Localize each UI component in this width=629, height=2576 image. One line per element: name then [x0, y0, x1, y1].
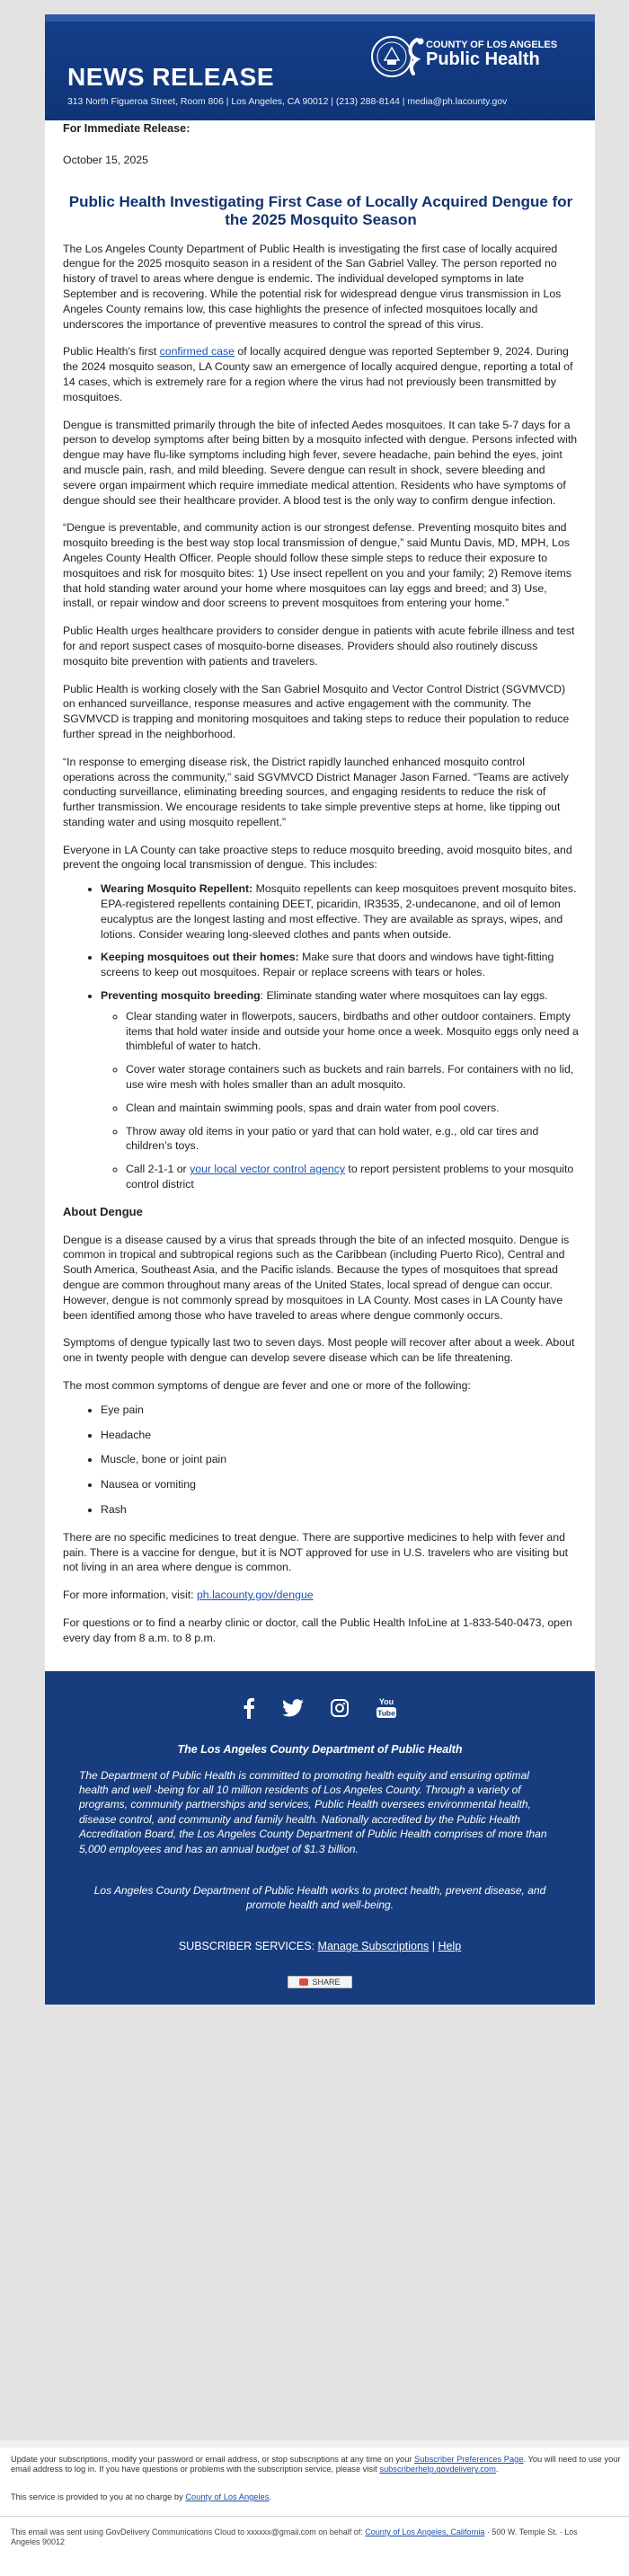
sub-item-end: to report persistent problems to your mosquito control district: [126, 1163, 574, 1191]
instagram-icon[interactable]: [331, 1699, 349, 1717]
bullet-text: : Eliminate standing water where mosquitoes can lay eggs.: [260, 989, 548, 1003]
subscriber-help-link[interactable]: subscriberhelp.govdelivery.com: [379, 2465, 496, 2474]
notice-text-start: Update your subscriptions, modify your password or email address, or stop subscriptions at any time on your: [11, 2455, 415, 2464]
twitter-icon[interactable]: [282, 1699, 304, 1717]
list-item: [101, 988, 579, 1192]
department-description: The Department of Public Health is committed to promoting health equity and ensuring optimal health and well -being for all 10 million residents of Los Angeles County. Through a variety of programs, community partnerships and services, Public Health oversees environmental health, disease control, and community and family health. Nationally accredited by the Public Health Accreditation Board, the Los Angeles County Department of Public Health comprises of more than 5,000 employees and has an annual budget of $1.3 billion.: [79, 1768, 547, 1855]
paragraph-6: Public Health is working closely with the San Gabriel Mosquito and Vector Control District (SGVMVCD) on enhanced surveillance, response measures and active engagement with the community. The SGVMVCD is trapping and monitoring mosquitoes and taking steps to reduce their population to reduce further spread in the neighborhood.: [63, 682, 570, 740]
sub-list-item: ◦ Clear standing water in flowerpots, saucers, birdbaths and other outdoor containers. Empty items that hold water inside and outside your home once a week. Mosquito eggs only need a thimbleful of water to hatch.: [126, 1009, 579, 1054]
service-text-start: This service is provided to you at no charge by: [11, 2492, 186, 2501]
paragraph-8: Everyone in LA County can take proactive steps to reduce mosquito breeding, avoid mosquito bites, and prevent the ongoing local transmission of dengue. This includes:: [63, 843, 572, 872]
department-title: The Los Angeles County Department of Public Health: [177, 1742, 463, 1756]
release-content: [45, 0, 595, 1671]
govdelivery-footer: [11, 2527, 604, 2547]
sub-list-item: ◦ Cover water storage containers such as buckets and rain barrels. For containers with no lid, use wire mesh with holes smaller than an adult mosquito.: [126, 1062, 579, 1093]
about-paragraph-4: There are no specific medicines to treat dengue. There are supportive medicines to help with fever and pain. There is a vaccine for dengue, but it is NOT approved for use in U.S. travelers who are visiting but not living in an area where dengue is common.: [63, 1530, 569, 1574]
notice-text-middle: . You will need to use your email address to log in. If you have questions or problems with the subscription service, please visit: [11, 2455, 621, 2474]
logo-public-health-text: Public Health: [426, 49, 540, 69]
email-footer: [45, 1671, 595, 2005]
paragraph-1: The Los Angeles County Department of Public Health is investigating the first case of locally acquired dengue for the 2025 mosquito season in a resident of the San Gabriel Valley. The person reported no history of travel to areas where dengue is endemic. The individual developed symptoms in late September and is recovering. While the potential risk for widespread dengue virus transmission in Los Angeles County remains low, this case highlights the presence of infected mosquitoes locally and underscores the importance of preventive measures to control the spread of this virus.: [63, 242, 562, 331]
symptom-item: • Headache: [101, 1428, 579, 1443]
about-paragraph-2: Symptoms of dengue typically last two to seven days. Most people will recover after about a week. About one in twenty people with dengue can develop severe disease which can be life threatening.: [63, 1336, 575, 1365]
help-link[interactable]: Help: [438, 1939, 462, 1952]
paragraph-7: “In response to emerging disease risk, the District rapidly launched enhanced mosquito control operations across the community,” said SGVMVCD District Manager Jason Farned. “Teams are actively conducting surveillance, eliminating breeding sources, and engaging residents to reduce the risk of further transmission. We encourage residents to take simple preventive steps at home, like tipping out standing water and using mosquito repellent.”: [63, 755, 569, 828]
banner-title: NEWS RELEASE: [67, 63, 275, 91]
sub-item-start: Call 2-1-1 or: [126, 1163, 190, 1176]
confirmed-case-link[interactable]: confirmed case: [159, 345, 235, 359]
about-dengue-heading: About Dengue: [63, 1204, 143, 1218]
headline: Public Health Investigating First Case of Locally Acquired Dengue for the 2025 Mosquito Season: [68, 192, 573, 228]
release-date: October 15, 2025: [63, 153, 149, 166]
vector-control-agency-link[interactable]: your local vector control agency: [190, 1163, 346, 1176]
symptom-item: • Nausea or vomiting: [101, 1477, 579, 1492]
subscription-notice: [0, 2440, 629, 2576]
symptom-list: [63, 1403, 579, 1518]
paragraph-3: Dengue is transmitted primarily through the bite of infected Aedes mosquitoes. It can take 5-7 days for a person to develop symptoms after being bitten by a mosquito infected with dengue. Persons infected with dengue may have flu-like symptoms including high fever, severe headache, pain behind the eyes, joint and muscle pain, rash, and mild bleeding. Severe dengue can result in shock, severe bleeding and severe organ impairment which require immediate medical attention. Residents who have symptoms of dengue should see their healthcare provider. A blood test is the only way to confirm dengue infection.: [63, 418, 578, 507]
banner-address: 313 North Figueroa Street, Room 806 | Los Angeles, CA 90012 | (213) 288-8144 | media@ph.lacounty.gov: [67, 97, 508, 107]
bullet-text: Make sure that doors and windows have tight-fitting screens to keep out mosquitoes. Repair or replace screens with tears or holes.: [101, 951, 554, 979]
symptom-item: • Rash: [101, 1502, 579, 1518]
share-icon: [299, 1978, 308, 1986]
service-text-end: .: [269, 2492, 271, 2501]
symptom-item: • Eye pain: [101, 1403, 579, 1418]
notice-text: [11, 2455, 622, 2475]
share-button[interactable]: [288, 1976, 351, 1988]
list-item: [101, 881, 579, 942]
subscriber-label: SUBSCRIBER SERVICES:: [178, 1939, 318, 1952]
more-info-line: [63, 1588, 579, 1603]
email-body: [45, 14, 595, 2005]
bullet-heading: Wearing Mosquito Repellent:: [101, 882, 253, 896]
social-links: [79, 1693, 561, 1723]
subscriber-services: [79, 1940, 561, 1952]
about-paragraph-1: Dengue is a disease caused by a virus that spreads through the bite of an infected mosquito. Dengue is common in tropical and subtropical regions such as the Caribbean (including Puerto Rico), Central and South America, Southeast Asia, and the Pacific islands. Because the types of mosquitoes that spread dengue are common throughout many areas of the United States, local spread of dengue can occur. However, dengue is not commonly spread by mosquitoes in LA County. Most cases in LA County have been identified among those who have traveled to areas where dengue commonly occurs.: [63, 1233, 570, 1322]
facebook-icon[interactable]: [243, 1697, 255, 1719]
county-of-los-angeles-link[interactable]: County of Los Angeles: [185, 2492, 270, 2501]
county-california-link[interactable]: County of Los Angeles, California: [365, 2527, 485, 2536]
public-health-logo-icon: [404, 36, 426, 75]
sub-list-item: ◦ Throw away old items in your patio or yard that can hold water, e.g., old car tires and children’s toys.: [126, 1124, 579, 1155]
notice-separator: [0, 2516, 629, 2517]
service-provider-line: [11, 2492, 271, 2501]
youtube-icon[interactable]: [376, 1696, 397, 1720]
svg-text:You: You: [378, 1696, 394, 1706]
subscriber-preferences-link[interactable]: Subscriber Preferences Page: [414, 2455, 524, 2464]
govdelivery-text-end: · 500 W. Temple St. · Los Angeles 90012: [11, 2527, 578, 2546]
about-paragraph-3: The most common symptoms of dengue are fever and one or more of the following:: [63, 1379, 471, 1392]
manage-subscriptions-link[interactable]: Manage Subscriptions: [317, 1939, 430, 1952]
logo-county-text: COUNTY OF LOS ANGELES: [426, 40, 558, 50]
breeding-sublist: [101, 1009, 579, 1192]
prevention-list: [63, 881, 579, 1192]
paragraph-2-end: of locally acquired dengue was reported September 9, 2024. During the 2024 mosquito season, LA County saw an emergence of locally acquired dengue, reporting a total of 14 cases, which is extremely rare for a region where the virus had not previously been transmitted by mosquitoes.: [63, 345, 573, 403]
bullet-heading: Preventing mosquito breeding: [101, 989, 261, 1003]
notice-text-end: .: [495, 2465, 499, 2474]
sub-list-item: ◦ Clean and maintain swimming pools, spas and drain water from pool covers.: [126, 1101, 579, 1116]
symptom-item: • Muscle, bone or joint pain: [101, 1452, 579, 1467]
infoline-paragraph: For questions or to find a nearby clinic or doctor, call the Public Health InfoLine at 1-833-540-0473, open every day from 8 a.m. to 8 p.m.: [63, 1616, 572, 1644]
public-health-logo: [426, 40, 557, 70]
paragraph-5: Public Health urges healthcare providers to consider dengue in patients with acute febrile illness and test for and report suspect cases of mosquito-borne diseases. Providers should also routinely discuss mosquito bite prevention with patients and travelers.: [63, 624, 575, 668]
bullet-text: Mosquito repellents can keep mosquitoes prevent mosquito bites. EPA-registered repellents containing DEET, picaridin, IR3535, 2-undecanone, and oil of lemon eucalyptus are the longest lasting and most effective. They are available as sprays, wipes, and lotions. Consider wearing long-sleeved clothes and pants when outside.: [101, 882, 577, 941]
govdelivery-text-start: This email was sent using GovDelivery Communications Cloud to xxxxxx@gmail.com on behalf of:: [11, 2527, 366, 2536]
share-label: SHARE: [312, 1977, 341, 1987]
banner-stripe: [45, 14, 595, 22]
notice-divider: [0, 2440, 629, 2448]
paragraph-4: “Dengue is preventable, and community action is our strongest defense. Preventing mosquito bites and mosquito breeding is the best way stop local transmission of dengue,” said Muntu Davis, MD, MPH, Los Angeles County Health Officer. People should follow these simple steps to reduce their exposure to mosquitoes and risk for mosquito bites: 1) Use insect repellent on you and your family; 2) Remove items that hold standing water around your home where mosquitoes can lay eggs and breed; and 3) Use, install, or repair window and door screens to prevent mosquitoes from entering your home.”: [63, 521, 571, 610]
dengue-info-link[interactable]: ph.lacounty.gov/dengue: [196, 1589, 314, 1602]
bullet-heading: Keeping mosquitoes out their homes:: [101, 951, 299, 964]
list-item: [101, 950, 579, 980]
release-label: For Immediate Release:: [63, 122, 190, 135]
sub-list-item: [126, 1162, 579, 1192]
more-info-label: For more information, visit:: [63, 1589, 197, 1602]
link-separator: |: [431, 1939, 435, 1952]
paragraph-2: [63, 344, 579, 404]
svg-text:Tube: Tube: [377, 1708, 395, 1718]
paragraph-2-start: Public Health's first: [63, 345, 160, 359]
news-release-banner: [45, 14, 595, 120]
department-mission: Los Angeles County Department of Public Health works to protect health, prevent disease, and promote health and well-being.: [93, 1884, 546, 1912]
